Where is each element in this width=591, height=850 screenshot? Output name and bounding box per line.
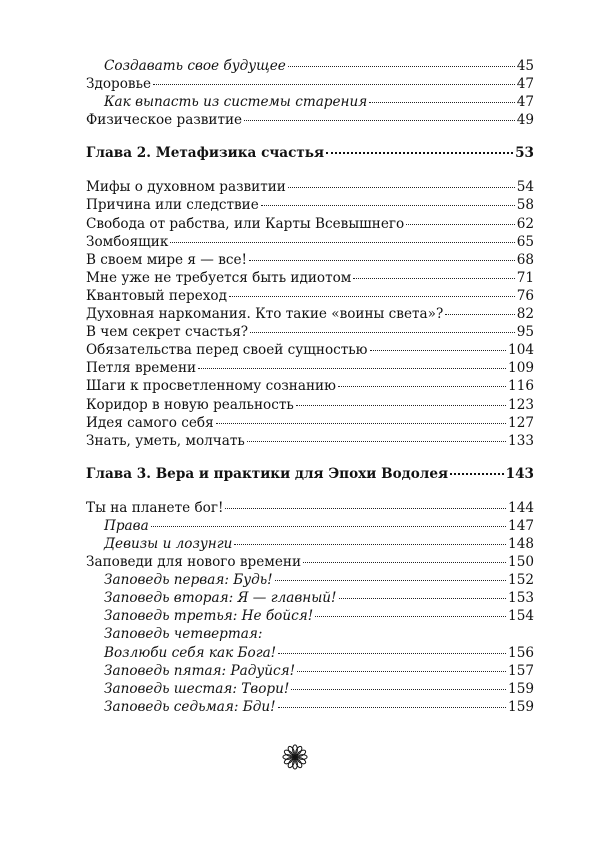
toc-entry [86,111,534,129]
toc-page-number: 159 [508,680,534,697]
toc-entry [86,359,534,377]
dot-leader [198,368,506,369]
dot-leader [370,350,507,351]
table-of-contents [86,57,534,716]
dot-leader [406,224,515,225]
dot-leader [339,598,507,599]
toc-entry [86,625,534,643]
toc-page-number: 76 [516,287,534,304]
ornament-center [292,754,297,759]
toc-entry-title: Заповедь пятая: Радуйся! [104,662,296,679]
toc-entry-title: Заповедь первая: Будь! [104,572,273,589]
toc-page-number: 47 [516,76,534,93]
dot-leader [353,278,514,279]
toc-entry-title: Глава 2. Метафизика счастья [86,145,325,162]
toc-entry-title: Духовная наркомания. Кто такие «воины света»? [86,306,444,323]
toc-entry-title: Шаги к просветленному сознанию [86,378,336,395]
toc-entry [86,589,534,607]
dot-leader [291,689,506,690]
toc-page-number: 127 [508,414,534,431]
toc-page-number: 152 [508,572,534,589]
toc-page-number: 154 [508,608,534,625]
toc-page-number: 95 [516,324,534,341]
toc-page-number: 68 [516,251,534,268]
toc-page-number: 116 [508,378,534,395]
toc-entry [86,517,534,535]
toc-page-number: 109 [508,360,534,377]
dot-leader [445,314,514,315]
toc-entry-title: В своем мире я — все! [86,251,247,268]
dot-leader [153,84,515,85]
dot-leader [247,441,506,442]
toc-entry [86,233,534,251]
toc-page-number: 157 [508,662,534,679]
flower-ornament-icon [282,744,308,770]
toc-entry [86,75,534,93]
toc-entry [86,341,534,359]
toc-entry [86,662,534,680]
dot-leader [261,205,515,206]
toc-chapter-heading [86,464,534,484]
toc-page-number: 156 [508,644,534,661]
toc-entry-title: Знать, уметь, молчать [86,432,245,449]
toc-entry-title: Заповедь шестая: Твори! [104,680,290,697]
toc-entry [86,287,534,305]
toc-entry [86,305,534,323]
toc-entry [86,607,534,625]
toc-page-number: 82 [516,306,534,323]
toc-page-number: 54 [516,179,534,196]
toc-entry-title: Идея самого себя [86,414,214,431]
toc-entry-title: Физическое развитие [86,112,243,129]
dot-leader [288,66,515,67]
dot-leader [288,187,515,188]
dot-leader [170,242,514,243]
toc-entry-title: Глава 3. Вера и практики для Эпохи Водолея [86,465,449,482]
toc-entry-title: Обязательства перед своей сущностью [86,342,368,359]
toc-entry [86,215,534,233]
toc-entry-title: Петля времени [86,360,197,377]
toc-page-number: 45 [516,58,534,74]
toc-entry-title: В чем секрет счастья? [86,324,249,341]
toc-entry-title: Заповедь третья: Не бойся! [104,608,314,625]
toc-chapter-heading [86,143,534,163]
toc-entry-title: Зомбоящик [86,233,169,250]
toc-page-number: 150 [508,554,534,571]
toc-page-number: 47 [516,94,534,111]
toc-page-number: 49 [516,112,534,129]
toc-entry [86,553,534,571]
toc-entry-title: Девизы и лозунги [104,535,233,552]
toc-entry [86,698,534,716]
dot-leader [275,580,506,581]
dot-leader [249,260,515,261]
toc-entry [86,432,534,450]
dot-leader [338,386,506,387]
dot-leader [229,296,515,297]
toc-page-number: 144 [508,499,534,516]
toc-entry [86,196,534,214]
toc-page-number: 153 [508,590,534,607]
toc-page-number: 133 [508,432,534,449]
toc-entry [86,644,534,662]
dot-leader [326,152,513,154]
toc-entry-title: Заповедь седьмая: Бди! [104,698,276,715]
dot-leader [450,473,504,475]
toc-page-number: 148 [508,535,534,552]
toc-entry [86,178,534,196]
toc-entry [86,57,534,75]
toc-entry-title: Заповедь вторая: Я — главный! [104,590,337,607]
toc-entry [86,499,534,517]
dot-leader [250,332,515,333]
toc-page-number: 147 [508,517,534,534]
dot-leader [225,508,506,509]
toc-entry-title: Причина или следствие [86,197,259,214]
toc-page-number: 65 [516,233,534,250]
dot-leader [315,616,506,617]
dot-leader [278,653,506,654]
toc-page-number: 143 [505,465,534,482]
dot-leader [303,562,506,563]
toc-entry-title: Здоровье [86,76,152,93]
toc-entry-title: Мифы о духовном развитии [86,179,286,196]
toc-entry [86,396,534,414]
dot-leader [296,405,506,406]
toc-entry-title: Возлюби себя как Бога! [104,644,277,661]
dot-leader [369,102,514,103]
toc-entry-title: Заповедь четвертая: [104,626,263,643]
toc-page-number: 159 [508,698,534,715]
toc-entry-title: Свобода от рабства, или Карты Всевышнего [86,215,405,232]
toc-entry [86,251,534,269]
dot-leader [278,707,506,708]
toc-entry [86,680,534,698]
toc-entry-title: Ты на планете бог! [86,499,224,516]
toc-entry [86,571,534,589]
dot-leader [151,526,506,527]
toc-entry [86,414,534,432]
toc-entry [86,377,534,395]
toc-entry-title: Мне уже не требуется быть идиотом [86,269,352,286]
toc-page-number: 53 [515,145,534,162]
toc-entry [86,323,534,341]
toc-entry-title: Создавать свое будущее [104,58,286,74]
toc-entry [86,535,534,553]
toc-entry-title: Права [104,517,149,534]
dot-leader [216,423,506,424]
toc-entry-title: Коридор в новую реальность [86,396,294,413]
toc-entry-title: Заповеди для нового времени [86,554,302,571]
toc-page-number: 104 [508,342,534,359]
dot-leader [297,671,506,672]
toc-page-number: 123 [508,396,534,413]
dot-leader [234,544,506,545]
toc-page-number: 71 [516,269,534,286]
toc-entry [86,93,534,111]
toc-entry-title: Как выпасть из системы старения [104,94,368,111]
dot-leader [244,120,515,121]
toc-page-number: 58 [516,197,534,214]
toc-entry [86,269,534,287]
toc-page-number: 62 [516,215,534,232]
toc-entry-title: Квантовый переход [86,287,227,304]
